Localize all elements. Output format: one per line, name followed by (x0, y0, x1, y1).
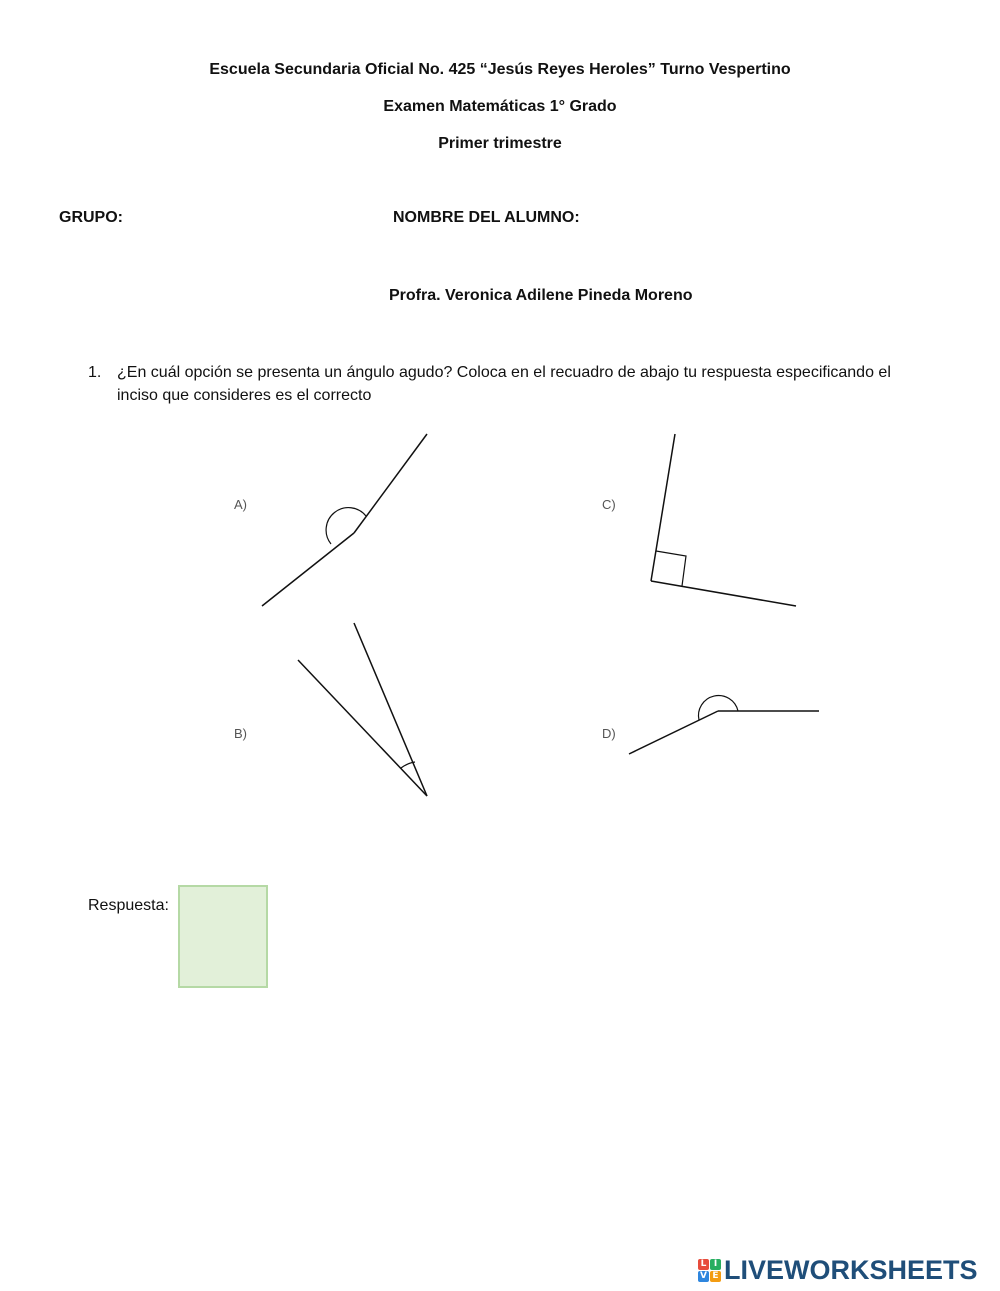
option-b-arc (401, 762, 415, 768)
option-c-square-mark (656, 551, 686, 586)
question-text-line1: ¿En cuál opción se presenta un ángulo agudo? Coloca en el recuadro de abajo tu respuesta especificando el (117, 364, 891, 381)
option-b-label: B) (234, 726, 247, 741)
liveworksheets-logo (698, 1255, 978, 1285)
live-tile-v: V (698, 1271, 709, 1282)
option-c-ray-1 (651, 434, 675, 581)
live-tile-l: L (698, 1259, 709, 1270)
answer-label: Respuesta: (88, 897, 169, 914)
live-tile-e: E (710, 1271, 721, 1282)
question-text-line2: inciso que consideres es el correcto (117, 387, 372, 404)
option-c-label: C) (602, 497, 616, 512)
logo-text: LIVEWORKSHEETS (724, 1254, 978, 1285)
answer-input-box[interactable] (178, 885, 268, 988)
option-a-label: A) (234, 497, 247, 512)
option-d-ray-1 (629, 711, 718, 754)
option-b-ray-2 (354, 623, 427, 796)
option-b-ray-1 (298, 660, 427, 796)
option-a-figure (234, 434, 427, 606)
option-c-ray-2 (651, 581, 796, 606)
option-a-ray-2 (354, 434, 427, 533)
option-d-label: D) (602, 726, 616, 741)
school-name: Escuela Secundaria Oficial No. 425 “Jesús Reyes Heroles” Turno Vespertino (209, 61, 791, 78)
option-a-ray-1 (262, 533, 354, 606)
live-tile-i: I (710, 1259, 721, 1270)
option-b-figure (234, 623, 427, 796)
student-name-label: NOMBRE DEL ALUMNO: (393, 209, 580, 226)
exam-title: Examen Matemáticas 1° Grado (383, 98, 617, 115)
group-label: GRUPO: (59, 209, 123, 226)
option-d-figure (602, 696, 819, 754)
question-number: 1. (88, 364, 102, 381)
option-c-figure (602, 434, 796, 606)
exam-period: Primer trimestre (438, 135, 562, 152)
option-d-arc (698, 696, 738, 720)
teacher-name: Profra. Veronica Adilene Pineda Moreno (389, 287, 693, 304)
live-tiles-icon (698, 1259, 721, 1282)
